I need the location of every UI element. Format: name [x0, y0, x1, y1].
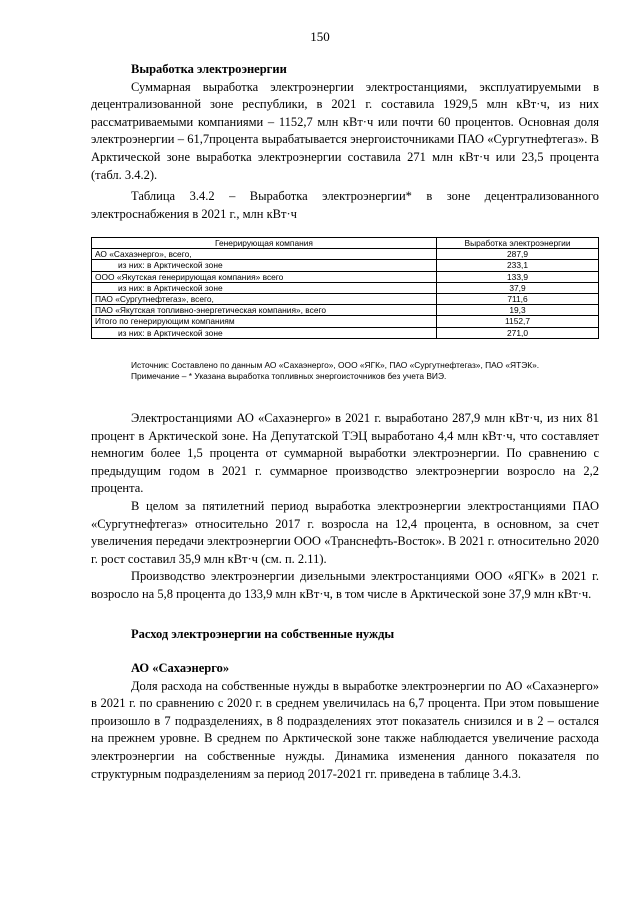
- table-header-row: [92, 238, 599, 249]
- company-cell: из них: в Арктической зоне: [92, 282, 437, 293]
- company-cell: Итого по генерирующим компаниям: [92, 316, 437, 327]
- section-sakhaenergo-own-needs: [91, 660, 599, 783]
- company-cell: из них: в Арктической зоне: [92, 260, 437, 271]
- source-note: Источник: Составлено по данным АО «Сахаэнерго», ООО «ЯГК», ПАО «Сургутнефтегаз», ПАО «ЯТЭК».: [131, 360, 540, 370]
- company-cell: ПАО «Якутская топливно-энергетическая компания», всего: [92, 305, 437, 316]
- section-production: [91, 61, 599, 184]
- table-caption-text: Таблица 3.4.2 – Выработка электроэнергии* в зоне децентрализованного электроснабжения в 2021 г., млн кВт·ч: [91, 189, 599, 221]
- company-cell: ООО «Якутская генерирующая компания» всего: [92, 271, 437, 282]
- company-cell: ПАО «Сургутнефтегаз», всего,: [92, 293, 437, 304]
- section-own-needs: [91, 626, 599, 644]
- value-cell: 37,9: [437, 282, 599, 293]
- paragraph-ygk: Производство электроэнергии дизельными электростанциями ООО «ЯГК» в 2021 г. возросло на 5,8 процента до 133,9 млн кВт·ч, в том числе в Арктической зоне 37,9 млн кВт·ч.: [91, 569, 599, 601]
- subheading-sakhaenergo: АО «Сахаэнерго»: [131, 661, 230, 675]
- section-heading-own-needs: Расход электроэнергии на собственные нужды: [131, 627, 395, 641]
- paragraph-surgutneftegaz: В целом за пятилетний период выработка электроэнергии электростанциями ПАО «Сургутнефтегаз» относительно 2017 г. возросла на 12,4 процента, в основном, за счет увеличения передачи электроэнергии ООО «Транснефть-Восток». В 2021 г. относительно 2020 г. рост составил 35,9 млн кВт·ч (см. п. 2.11).: [91, 498, 599, 566]
- company-cell: АО «Сахаэнерго», всего,: [92, 249, 437, 260]
- column-header-company: Генерирующая компания: [92, 238, 437, 249]
- value-cell: 271,0: [437, 327, 599, 338]
- footnote: Примечание – * Указана выработка топливных энергоисточников без учета ВИЭ.: [131, 371, 447, 381]
- table-row: [92, 305, 599, 316]
- value-cell: 233,1: [437, 260, 599, 271]
- section-heading-production: Выработка электроэнергии: [131, 62, 287, 76]
- production-table: [91, 237, 599, 339]
- table-row: [92, 316, 599, 327]
- paragraph-sakhaenergo: Электростанциями АО «Сахаэнерго» в 2021 г. выработано 287,9 млн кВт·ч, из них 81 процент в Арктической зоне. На Депутатской ТЭЦ выработано 4,4 млн кВт·ч, что составляет немногим более 1,5 процента от суммарной выработки электроэнергии. По сравнению с предыдущим годом в 2021 г. суммарное производство электроэнергии возросло на 2,2 процента.: [91, 411, 599, 496]
- value-cell: 287,9: [437, 249, 599, 260]
- table-row: [92, 249, 599, 260]
- table-row: [92, 293, 599, 304]
- paragraph-own-needs: Доля расхода на собственные нужды в выработке электроэнергии по АО «Сахаэнерго» в 2021 г. по сравнению с 2020 г. в среднем увеличилась на 6,7 процента. При этом повышение произошло в 7 подразделениях, в 8 подразделениях этот показатель снизился и в 2 – остался на прежнем уровне. В среднем по Арктической зоне также наблюдается увеличение расхода электроэнергии на собственные нужды. Динамика изменения данного показателя по структурным подразделениям за период 2017-2021 гг. приведена в таблице 3.4.3.: [91, 678, 599, 781]
- value-cell: 1152,7: [437, 316, 599, 327]
- column-header-production: Выработка электроэнергии: [437, 238, 599, 249]
- paragraph-production-summary: Суммарная выработка электроэнергии электростанциями, эксплуатируемыми в децентрализованной зоне республики, в 2021 г. составила 1929,5 млн кВт·ч, из них рассматриваемыми компаниями – 1152,7 млн кВт·ч или почти 60 процентов. Основная доля электроэнергии – 61,7процента вырабатывается энергоисточниками ПАО «Сургутнефтегаз». В Арктической зоне выработка электроэнергии составила 271 млн кВт·ч или 23,5 процента (табл. 3.4.2).: [91, 79, 599, 182]
- page-number: 150: [310, 29, 330, 44]
- table-caption: [91, 188, 599, 223]
- value-cell: 19,3: [437, 305, 599, 316]
- value-cell: 133,9: [437, 271, 599, 282]
- value-cell: 711,6: [437, 293, 599, 304]
- section-production-details: [91, 410, 599, 604]
- table-notes: [91, 360, 599, 382]
- table-row: [92, 327, 599, 338]
- company-cell: из них: в Арктической зоне: [92, 327, 437, 338]
- table-row: [92, 282, 599, 293]
- table-row: [92, 271, 599, 282]
- table-row: [92, 260, 599, 271]
